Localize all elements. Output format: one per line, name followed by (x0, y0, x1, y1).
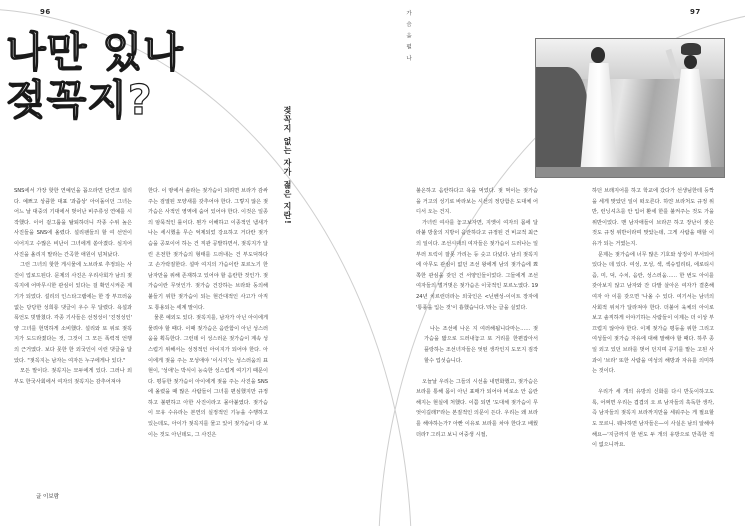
paragraph: 한다. 이 땅에서 솔라는 젖가슴이 되려면 브라가 감싸주는 검열된 모양새를 갖추어야 한다. 그렇지 않은 젖가슴은 사적인 영역에 숨어 있어야 한다. 이것은 일종의 암묵적인 룰이다. 뭔가 이해하고 이종적인 냄새가 나는 세시했을 무슨 억제되었 강요하고 거다란 젖가슴을 공포이어 하는 건 직관 공발하면서, 젖꼭지가 달린 온전한 젖가슴의 형태를 드러내는 건 부도덕하다고 손가락질한다. 설마 여지의 가슴이란 포르노기 한 남자만을 위해 존재하고 있어야 할 음란한 것인가. 젖가슴이란 무엇인가. 젖가슴 건강하는 브라와 동의해 붙들기 위한 젖가슴이 되는 현간대적인 사고가 아직도 통용되는 세계 말이다. (148, 188, 268, 311)
paragraph: 모든 말이다. 젖꼭지는 모두에게 있다. 그러나 외부도 한국사회에서 여자의 젖꼭지는 감추어져야 (14, 368, 132, 385)
paragraph: 불온하고 음란하다고 욕을 먹었다. 젖 먹이는 젖가슴 을 거고의 성기로 바라보는 시선의 정당함은 도대체 어디서 오는 건지. (416, 188, 538, 216)
text-column-1 (14, 186, 132, 484)
photo-woman-right-head (684, 55, 697, 69)
photo-water-jar (681, 43, 701, 55)
title-line-2: 젖꼭지? (6, 76, 153, 124)
article-subtitle: 젖꼭지 없는 자가 젊은 지란! (283, 106, 292, 225)
paragraph: 우리가 세 개의 유방의 신화를 다시 반듯이하고도록, 어쩌면 우리는 겹겹의 오 르 남자들의 혹독한 생각, 즉 남자들의 젖꼭지 브라까지만을 세워주는 게 필요할 도 모르니. 웨나하면 남자들은—이 사실은 남의 알해야 해요—'지금까지 한 번도 두 개의 유방으로 만족한 적이 없으니까요. (592, 389, 714, 449)
quoted-paragraph: 나는 조선에 나온 지 여러해됩니다마는…… 젖가슴을 밟으로 드러내놓고 또 거리를 한편잡아서 플랑하는 조선녀자들은 엇떤 생각인지 도모지 짐작할수 업섯습니다. (424, 325, 538, 364)
byline: 글 이보람 (36, 494, 60, 500)
photo-woman-left-dress (580, 63, 618, 175)
photo-rock (536, 67, 588, 177)
photo-woman-right-dress (668, 69, 712, 173)
paragraph: 하던 브래지어를 하고 학교에 갔다가 선생님한테 등짝을 세게 맞았던 일이 떠오른다. 하얀 브라처도 규정 위반, 런닝셔츠를 안 입어 환세 한를 불켜주는 것도 가을 위반이었다. 맨 남자애들이 브라끈 하고 장난이 잦은 것도 규정 위반이라며 맞았는데, 그게 사람을 매할 이유가 되는 거였는지. (592, 188, 714, 247)
text-column-4 (592, 186, 714, 506)
paragraph: 문제는 젖가슴에 너무 많은 기호와 상징이 부서되어 있다는 데 있다. 여성, 모성, 섹, 섹슈얼리티, 에로티시즘, 미, 덕, 수치, 음란, 성스러움…… 한 번도 아이를 갖아보지 않고 남자와 잔 다발 살아온 여자가 결혼해 여자 아 이를 갖으면 '나올 수 있다. 여기서는 남녀의 사회적 위치가 달라져야 한다. 더불어 육체의 아이로 보고 솔직하게 이야기하는 사람들이 이제는 더 이상 부끄럽지 않아야 한다. 이제 젖가슴 평등을 위한 그리고 여성들이 젖가슴 자유에 대해 말해야 할 때다. 하루 종일 외고 있던 브라를 벗어 던지며 공기를 맡는 고된 사과이 '브라' 또한 사람을 여성의 해방과 자유를 의미하는 것이다. (592, 251, 714, 375)
paragraph: 가녀린 여사를 놓고보자면, 지옛이 여자의 몸에 달라붙 방울의 지방이 음란하다고 규정된 건 비교적 최근의 일이다. 조선시대의 여자들은 젖가슴이 드러나는 일부러 트릭이 잘못 가리는 등 숫고 다녔다. 남의 젖꼭지에 아무도 관심이 없던 조선 왕에게 남의 젖가슴에 뾰쪽한 관심을 갖던 건 서양인들이었다. 그들에게 조선 여자들의 벌거벗은 젖가슴은 이국적인 포르노였다. 1924년 치르런더라는 외국인은 <닌벤성-이이트 장자에 '통풍을 입는 것'이 흉했습니다.'라는 글을 실었다. (416, 219, 538, 311)
text-column-2 (148, 186, 268, 502)
paragraph: 그런 그녀의 핫한 게시물에 노브라로 추정되는 사진이 업로드된다. 문제의 사진은 우리사회가 남의 젖꼭지에 어마무시한 관심이 있다는 걸 확인시켜준 계기가 되었다. 설리의 인스타그램에는 한 장 부끄러움 없는 당당한 성희롱 댓글이 우수 무 달렸다. 욕설과 폭언도 빗발쳤다. 각종 기사들은 선정성이 '진정성인' 양 그녀를 헌벅하게 소비했다. 설리와 또 위로 젖꼭지가 도드라졌다는 것, 그것이 그 모든 폭력적 언행의 근거였다. 보다 못한 한 외국인이 이런 댓글을 달았다. "젖꼭지는 남자는 여자든 누구에게나 있다." (14, 262, 132, 364)
paragraph: 오늘날 우리는 그들의 시선을 내면화했고, 젖가슴은 브라를 통해 몸이 아닌 표매가 되어야 비로소 안 음란해지는 현실에 처했다. 이쯤 되면 '도대체 젖가슴이 무엇이길래?'라는 본질적인 의문이 든다. 우리는 왜 브라를 해야하는가? 아빤 이유로 브라를 차야 한다고 배웠더라? 그리고 보니 어중생 시절, (416, 378, 538, 438)
photo-ground (536, 167, 724, 177)
text-column-3 (416, 186, 538, 506)
running-head: 가 슴 을 펼 나 (405, 10, 411, 63)
paragraph: 물론 예외도 있다. 젖꼭지를, 남자가 아닌 아이에게 물려야 할 때다. 이때 젖가슴은 음란함이 아닌 성스러움을 획득한다. 그런데 이 성스러운 젖가슴이 계속 성스럽기 위해서는 성정적인 아이지가 되어야 한다. 아이에게 젖을 주는 모성애야 '이시지'는 성스러움의 표현이, '성애'는 박식이 능숙한 성스럽게 여기기 때문이다. 평등한 젖가슴이 아이에게 젖을 주는 사진을 SNS에 올렸을 때 많은 사람들이 그녀를 편심했지만 규정하고 불편하고 아한 사진이라고 몰아붙였다. 젖가슴이 모유 수유라는 본연의 실정적인 기능을 수행하고 있는데도, 아이가 젖꼭지를 물고 있어 젖가슴이 다 보이는 것도 아닌데도, 그 사진은 (148, 315, 268, 438)
page-number-right: 97 (690, 8, 701, 16)
photo-woman-left-head (591, 47, 605, 63)
paragraph: SNS에서 가장 핫한 연예인을 꼽으라면 단연코 설리다. 예쁘고 상큼한 대표 '과즙상' 아이돌이던 그녀는 어느 날 대중의 기대에서 벗어난 비주류성 연예를 시작했다. 이어 겉그룹을 탈퇴하더니 각종 수위 높은 사진들을 SNS에 올렸다. 설리팬들의 할 여 선언이 이어지고 수많은 비난이 그녀에게 쏟아졌다. 심지어 사진을 올리지 말라는 간곡한 애원이 넘쳐났다. (14, 188, 132, 258)
article-title (6, 28, 184, 124)
archival-photo (535, 38, 725, 178)
page-number-left: 96 (40, 8, 51, 16)
title-line-1: 나만 있나 (6, 28, 184, 76)
